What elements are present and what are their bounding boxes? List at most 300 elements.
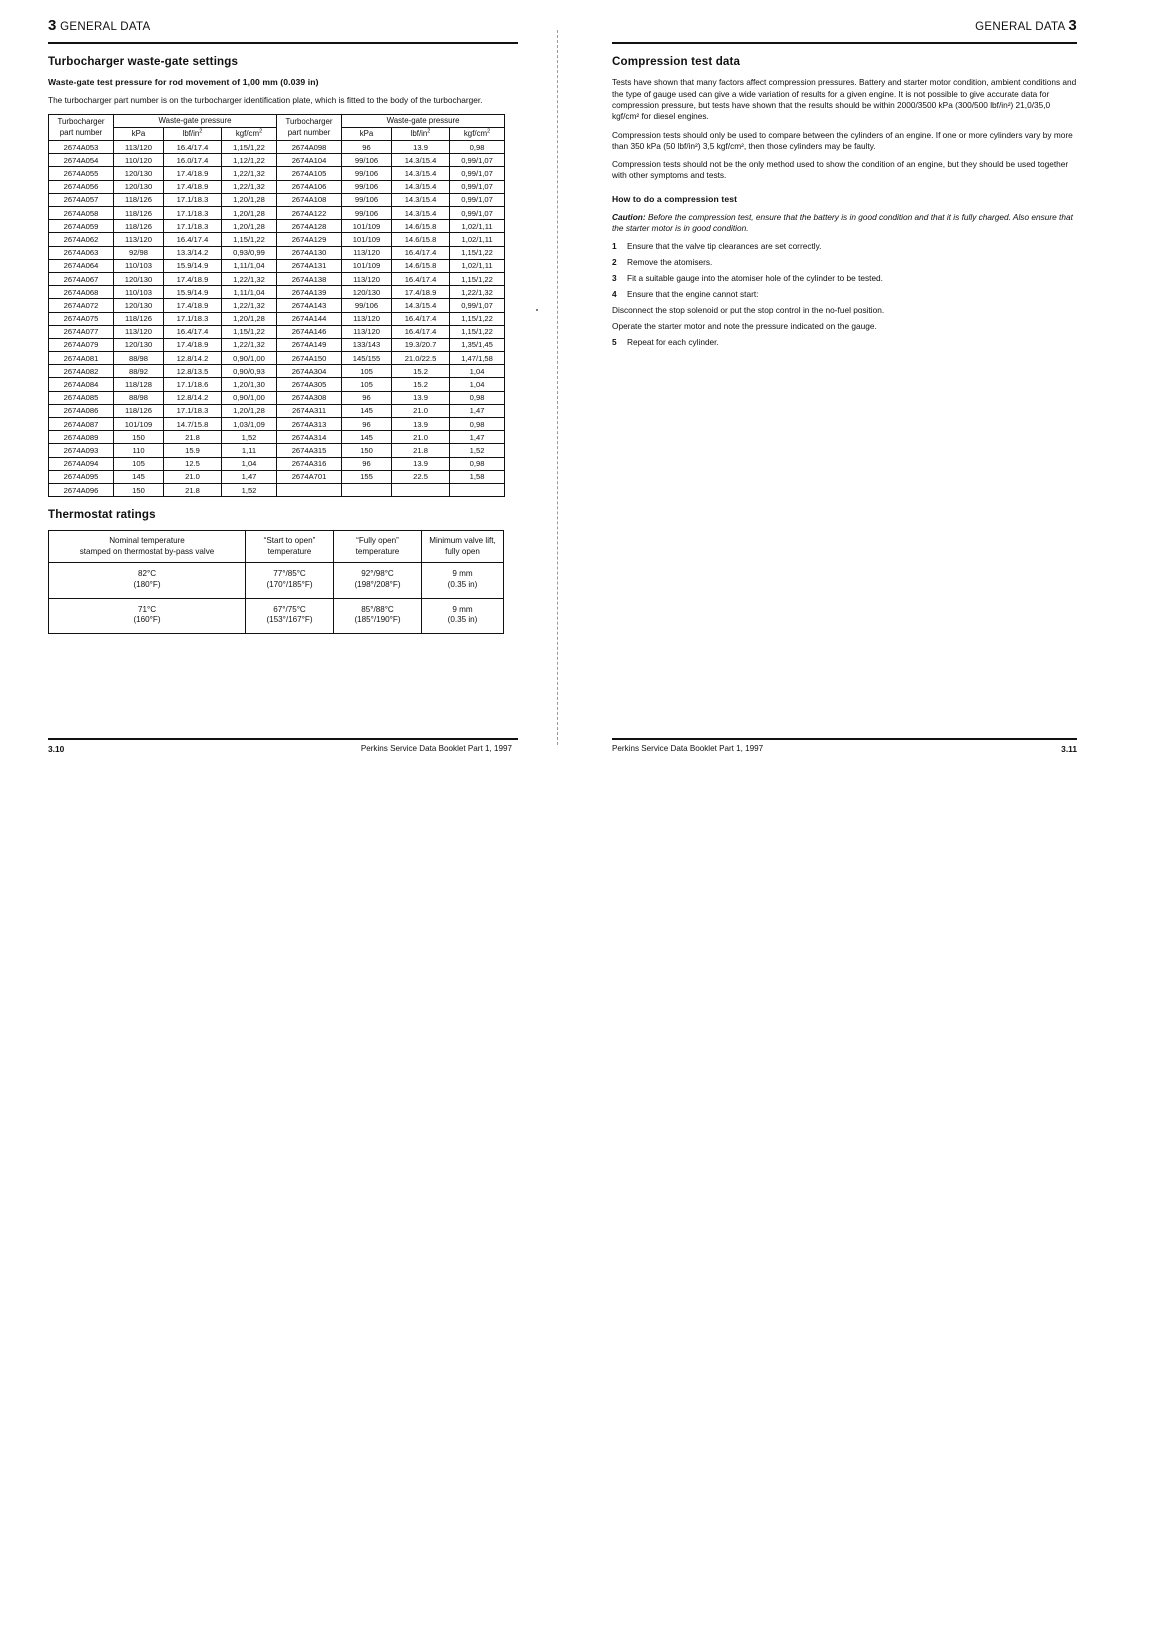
cell-part-number-right: 2674A304 [277,365,342,378]
cell-part-number-left: 2674A072 [49,299,114,312]
table-row [49,444,505,457]
cell-kpa-right: 155 [342,470,392,483]
section-title-compression-test: Compression test data [612,55,741,69]
cell-lbf-left: 17.1/18.3 [164,207,222,220]
cell-kgf-right: 1,47/1,58 [450,352,505,365]
cell-lbf-right: 19.3/20.7 [392,338,450,351]
table-row [49,167,505,180]
right-footer-rule [612,738,1077,740]
cell-part-number-left: 2674A095 [49,470,114,483]
howto-title: How to do a compression test [612,193,738,204]
cell-thermostat: 82°C (180°F) [49,563,246,598]
list-item [612,273,1077,284]
cell-kpa-left: 88/98 [114,352,164,365]
cell-part-number-right: 2674A138 [277,272,342,285]
after-step-line-2: Operate the starter motor and note the pressure indicated on the gauge. [612,320,877,331]
th-unit-kpa-left: kPa [114,127,164,140]
cell-part-number-left: 2674A058 [49,207,114,220]
cell-thermostat: 9 mm (0.35 in) [422,598,504,633]
waste-gate-settings-table [48,114,505,497]
subtitle-wastegate-test-pressure: Waste-gate test pressure for rod movement of 1,00 mm (0.039 in) [48,77,319,88]
cell-part-number-left: 2674A067 [49,272,114,285]
cell-kpa-left: 110/103 [114,259,164,272]
scan-speck [536,309,538,311]
cell-lbf-left: 16.4/17.4 [164,233,222,246]
th-unit-kgfcm2-left: kgf/$cm^2$ [222,127,277,140]
table-row [49,233,505,246]
cell-lbf-left: 17.1/18.3 [164,312,222,325]
cell-kpa-left: 110 [114,444,164,457]
table-row [49,470,505,483]
cell-kpa-right: 99/106 [342,299,392,312]
table-row [49,180,505,193]
cell-kpa-left: 110/120 [114,154,164,167]
cell-part-number-right: 2674A130 [277,246,342,259]
cell-kpa-right: 101/109 [342,220,392,233]
compression-last-step-list [612,337,1077,348]
table-row [49,259,505,272]
cell-lbf-right: 14.3/15.4 [392,193,450,206]
table-row [49,272,505,285]
cell-lbf-left: 15.9/14.9 [164,286,222,299]
cell-kpa-left: 113/120 [114,233,164,246]
cell-kgf-right: 1,47 [450,431,505,444]
cell-part-number-right: 2674A105 [277,167,342,180]
thermostat-ratings-table [48,530,504,634]
cell-part-number-right: 2674A131 [277,259,342,272]
cell-part-number-left: 2674A081 [49,352,114,365]
cell-lbf-right: 14.3/15.4 [392,154,450,167]
cell-kgf-right: 0,98 [450,418,505,431]
cell-part-number-right: 2674A308 [277,391,342,404]
cell-kgf-right: 0,99/1,07 [450,167,505,180]
step-text: Ensure that the engine cannot start: [627,288,759,299]
cell-part-number-left: 2674A077 [49,325,114,338]
table-row [49,154,505,167]
list-item [612,289,1077,300]
cell-part-number-left: 2674A056 [49,180,114,193]
cell-kgf-left: 1,15/1,22 [222,141,277,154]
cell-kpa-right: 113/120 [342,272,392,285]
cell-part-number-right: 2674A122 [277,207,342,220]
cell-kpa-left: 88/92 [114,365,164,378]
cell-lbf-right: 15.2 [392,365,450,378]
cell-kpa-right: 99/106 [342,180,392,193]
cell-kgf-right: 1,22/1,32 [450,286,505,299]
caution-label: Caution: [612,211,646,222]
cell-part-number-left: 2674A064 [49,259,114,272]
cell-kpa-right: 145/155 [342,352,392,365]
cell-lbf-left: 12.8/14.2 [164,391,222,404]
cell-part-number-right: 2674A149 [277,338,342,351]
cell-lbf-right: 17.4/18.9 [392,286,450,299]
cell-lbf-left: 21.8 [164,431,222,444]
cell-kgf-right: 0,99/1,07 [450,193,505,206]
cell-kpa-left: 150 [114,431,164,444]
cell-part-number-right: 2674A316 [277,457,342,470]
thermostat-table-body [49,563,504,633]
table-row [49,365,505,378]
cell-part-number-right: 2674A104 [277,154,342,167]
step-text: Repeat for each cylinder. [627,337,719,348]
cell-lbf-right: 14.3/15.4 [392,167,450,180]
right-runhead-title: GENERAL DATA [975,21,1065,33]
cell-lbf-right: 14.3/15.4 [392,299,450,312]
th-unit-lbfin2-right: lbf/$in^2$ [392,127,450,140]
scanned-page-spread [0,0,1162,790]
cell-lbf-left: 16.0/17.4 [164,154,222,167]
cell-kpa-right: 150 [342,444,392,457]
cell-part-number-left: 2674A053 [49,141,114,154]
cell-part-number-left: 2674A093 [49,444,114,457]
cell-part-number-right: 2674A098 [277,141,342,154]
cell-kpa-right: 145 [342,404,392,417]
cell-part-number-right: 2674A139 [277,286,342,299]
step-number: 3 [612,272,617,283]
right-page [612,0,1077,754]
cell-part-number-right: 2674A144 [277,312,342,325]
cell-thermostat: 77°/85°C (170°/185°F) [246,563,334,598]
cell-kpa-right: 113/120 [342,312,392,325]
cell-kgf-left: 0,90/1,00 [222,352,277,365]
compression-paragraph-2: Compression tests should only be used to compare between the cylinders of an engine. If one or more cylinders vary by more than 350 kPa (50 lbf/in²) 3,5 kgf/cm², then those cylinders may be faulty. [612,129,1073,151]
cell-part-number-right: 2674A108 [277,193,342,206]
right-page-number: 3.11 [1061,743,1077,754]
cell-kgf-right: 1,15/1,22 [450,272,505,285]
cell-lbf-left: 21.0 [164,470,222,483]
cell-kgf-right: 1,35/1,45 [450,338,505,351]
table-row [49,312,505,325]
cell-lbf-right: 13.9 [392,141,450,154]
list-item [612,257,1077,268]
th-thermostat-col: Minimum valve lift, fully open [422,531,504,563]
compression-paragraph-3: Compression tests should not be the only method used to show the condition of an engine, but they should be used together with other symptoms and tests. [612,159,1069,181]
cell-lbf-right: 22.5 [392,470,450,483]
table-row [49,598,504,633]
cell-lbf-left: 17.1/18.3 [164,404,222,417]
cell-kgf-left: 1,22/1,32 [222,180,277,193]
cell-kpa-right: 96 [342,141,392,154]
table-row [49,141,505,154]
table-row [49,457,505,470]
cell-kgf-left: 1,20/1,28 [222,207,277,220]
cell-kpa-right: 113/120 [342,325,392,338]
cell-part-number-right: 2674A128 [277,220,342,233]
cell-kpa-left: 118/128 [114,378,164,391]
cell-kgf-left: 1,52 [222,431,277,444]
cell-lbf-right: 21.0/22.5 [392,352,450,365]
left-header-rule [48,42,518,44]
compression-paragraph-1: Tests have shown that many factors affect compression pressures. Battery and starter motor condition, ambient conditions and the type of gauge used can give a wide variation of results for a given engine. It is not possible to give accurate data for compression pressure, but tests have shown that the results should be within 2000/3500 kPa (300/500 lbf/in²) 21,0/35,0 kgf/cm² for diesel engines. [612,77,1077,122]
cell-kpa-left: 120/130 [114,180,164,193]
cell-kpa-left: 101/109 [114,418,164,431]
cell-kpa-right: 105 [342,365,392,378]
cell-kpa-right: 120/130 [342,286,392,299]
cell-lbf-left: 12.8/14.2 [164,352,222,365]
cell-kgf-left: 1,04 [222,457,277,470]
cell-kpa-left: 120/130 [114,167,164,180]
cell-part-number-right [277,483,342,496]
cell-part-number-left: 2674A085 [49,391,114,404]
cell-lbf-right: 14.3/15.4 [392,207,450,220]
cell-kgf-right: 0,98 [450,457,505,470]
cell-thermostat: 9 mm (0.35 in) [422,563,504,598]
cell-kgf-left: 0,90/1,00 [222,391,277,404]
cell-lbf-right: 21.8 [392,444,450,457]
left-footer-booklet: Perkins Service Data Booklet Part 1, 1997 [360,743,512,753]
cell-kpa-right: 133/143 [342,338,392,351]
cell-kpa-left: 118/126 [114,220,164,233]
step-number: 1 [612,241,617,252]
cell-kgf-left: 1,22/1,32 [222,167,277,180]
cell-lbf-left: 17.4/18.9 [164,299,222,312]
cell-kpa-right: 105 [342,378,392,391]
cell-part-number-right: 2674A315 [277,444,342,457]
fold-line [557,30,558,745]
cell-kpa-left: 113/120 [114,141,164,154]
table-row [49,378,505,391]
cell-kpa-left: 120/130 [114,338,164,351]
cell-kgf-left: 1,20/1,28 [222,404,277,417]
right-runhead-text [975,17,1077,34]
table-row [49,563,504,598]
cell-lbf-left: 17.4/18.9 [164,338,222,351]
waste-gate-table-body [49,141,505,497]
cell-part-number-left: 2674A084 [49,378,114,391]
th-thermostat-col: “Start to open” temperature [246,531,334,563]
cell-lbf-right: 13.9 [392,418,450,431]
th-unit-kgfcm2-right: kgf/$cm^2$ [450,127,505,140]
cell-part-number-left: 2674A096 [49,483,114,496]
right-chapter-number: 3 [1068,17,1077,34]
cell-thermostat: 67°/75°C (153°/167°F) [246,598,334,633]
cell-kgf-right: 1,02/1,11 [450,233,505,246]
left-page-number: 3.10 [48,743,65,754]
table-row [49,338,505,351]
cell-kgf-left: 1,20/1,28 [222,312,277,325]
cell-kgf-right: 1,58 [450,470,505,483]
cell-kgf-right: 0,98 [450,391,505,404]
cell-kgf-left: 1,12/1,22 [222,154,277,167]
step-text: Fit a suitable gauge into the atomiser hole of the cylinder to be tested. [627,272,883,283]
cell-lbf-right: 16.4/17.4 [392,312,450,325]
cell-part-number-right: 2674A150 [277,352,342,365]
cell-kgf-right: 1,47 [450,404,505,417]
table-row [49,431,505,444]
cell-kgf-left: 1,11 [222,444,277,457]
cell-lbf-left: 12.8/13.5 [164,365,222,378]
caution-text: Before the compression test, ensure that the battery is in good condition and that it is fully charged. Also ensure that the starter motor is in good condition. [612,211,1073,234]
cell-kgf-left: 1,22/1,32 [222,272,277,285]
table-row [49,246,505,259]
th-thermostat-col: “Fully open” temperature [334,531,422,563]
cell-kpa-left: 118/126 [114,193,164,206]
cell-kgf-left: 1,20/1,28 [222,220,277,233]
cell-lbf-left: 17.4/18.9 [164,180,222,193]
cell-lbf-right: 16.4/17.4 [392,325,450,338]
cell-part-number-left: 2674A094 [49,457,114,470]
left-runhead-title: GENERAL DATA [60,21,151,33]
cell-lbf-right: 14.6/15.8 [392,259,450,272]
cell-part-number-left: 2674A086 [49,404,114,417]
step-text: Remove the atomisers. [627,257,713,268]
left-chapter-number: 3 [48,17,57,34]
cell-part-number-right: 2674A311 [277,404,342,417]
cell-kpa-right [342,483,392,496]
cell-lbf-left: 17.4/18.9 [164,272,222,285]
cell-kgf-right: 1,52 [450,444,505,457]
cell-kpa-left: 118/126 [114,312,164,325]
cell-kpa-right: 99/106 [342,154,392,167]
table-row [49,483,505,496]
cell-part-number-right: 2674A305 [277,378,342,391]
cell-kgf-left: 0,93/0,99 [222,246,277,259]
cell-kpa-left: 120/130 [114,299,164,312]
section-title-turbocharger: Turbocharger waste-gate settings [48,55,239,69]
intro-paragraph: The turbocharger part number is on the turbocharger identification plate, which is fitted to the body of the turbocharger. [48,95,483,106]
cell-kpa-left: 118/126 [114,404,164,417]
cell-thermostat: 92°/98°C (198°/208°F) [334,563,422,598]
cell-kgf-right: 1,04 [450,378,505,391]
th-wastegate-pressure-left: Waste-gate pressure [114,114,277,127]
cell-lbf-right: 14.6/15.8 [392,220,450,233]
cell-kpa-left: 88/98 [114,391,164,404]
cell-lbf-right [392,483,450,496]
table-row [49,286,505,299]
cell-kgf-left: 1,52 [222,483,277,496]
step-number: 2 [612,257,617,268]
cell-part-number-left: 2674A082 [49,365,114,378]
table-row [49,299,505,312]
cell-lbf-right: 14.3/15.4 [392,180,450,193]
cell-lbf-right: 15.2 [392,378,450,391]
cell-kpa-left: 150 [114,483,164,496]
cell-lbf-right: 14.6/15.8 [392,233,450,246]
cell-part-number-left: 2674A068 [49,286,114,299]
cell-kgf-left: 1,47 [222,470,277,483]
cell-thermostat: 71°C (160°F) [49,598,246,633]
cell-kpa-left: 145 [114,470,164,483]
cell-kgf-left: 1,20/1,30 [222,378,277,391]
cell-part-number-left: 2674A075 [49,312,114,325]
table-row [49,220,505,233]
list-item [612,337,1077,348]
cell-part-number-left: 2674A089 [49,431,114,444]
th-part-number-right: Turbocharger part number [277,114,342,140]
table-row [49,391,505,404]
cell-lbf-right: 21.0 [392,431,450,444]
cell-part-number-left: 2674A063 [49,246,114,259]
cell-kgf-right: 1,15/1,22 [450,312,505,325]
cell-kgf-left: 1,15/1,22 [222,325,277,338]
step-number: 4 [612,288,617,299]
cell-kpa-left: 118/126 [114,207,164,220]
cell-kpa-right: 99/106 [342,167,392,180]
right-footer-booklet: Perkins Service Data Booklet Part 1, 1997 [612,743,764,753]
cell-kgf-right: 1,15/1,22 [450,325,505,338]
cell-lbf-left: 21.8 [164,483,222,496]
cell-lbf-left: 15.9 [164,444,222,457]
cell-part-number-left: 2674A062 [49,233,114,246]
table-row [49,325,505,338]
cell-kgf-left: 0,90/0,93 [222,365,277,378]
left-runhead-text [48,17,150,34]
cell-kgf-left: 1,11/1,04 [222,286,277,299]
left-page [48,0,518,754]
left-footer-rule [48,738,518,740]
cell-part-number-right: 2674A106 [277,180,342,193]
cell-part-number-right: 2674A129 [277,233,342,246]
right-header-rule [612,42,1077,44]
cell-part-number-left: 2674A055 [49,167,114,180]
cell-lbf-right: 21.0 [392,404,450,417]
cell-lbf-right: 16.4/17.4 [392,246,450,259]
cell-lbf-left: 16.4/17.4 [164,325,222,338]
th-part-number-left: Turbocharger part number [49,114,114,140]
cell-lbf-left: 14.7/15.8 [164,418,222,431]
cell-kpa-left: 110/103 [114,286,164,299]
section-title-thermostat: Thermostat ratings [48,508,156,522]
cell-kpa-left: 113/120 [114,325,164,338]
cell-kpa-left: 105 [114,457,164,470]
cell-lbf-left: 13.3/14.2 [164,246,222,259]
cell-lbf-left: 17.4/18.9 [164,167,222,180]
cell-part-number-right: 2674A313 [277,418,342,431]
cell-kpa-right: 101/109 [342,233,392,246]
cell-part-number-left: 2674A054 [49,154,114,167]
cell-lbf-left: 17.1/18.6 [164,378,222,391]
cell-kgf-right: 0,99/1,07 [450,299,505,312]
cell-part-number-right: 2674A701 [277,470,342,483]
cell-kgf-right: 1,02/1,11 [450,259,505,272]
cell-kpa-right: 96 [342,457,392,470]
cell-kgf-right: 0,99/1,07 [450,180,505,193]
th-wastegate-pressure-right: Waste-gate pressure [342,114,505,127]
cell-kgf-left: 1,15/1,22 [222,233,277,246]
compression-steps-list [612,241,1077,300]
table-row [49,352,505,365]
cell-part-number-left: 2674A087 [49,418,114,431]
after-step-line-1: Disconnect the stop solenoid or put the stop control in the no-fuel position. [612,304,885,315]
cell-thermostat: 85°/88°C (185°/190°F) [334,598,422,633]
right-running-head [612,0,1077,40]
cell-part-number-left: 2674A079 [49,338,114,351]
th-thermostat-col: Nominal temperature stamped on thermostat by-pass valve [49,531,246,563]
step-text: Ensure that the valve tip clearances are set correctly. [627,241,822,252]
cell-kpa-right: 99/106 [342,193,392,206]
table-row [49,193,505,206]
caution-note [612,212,1077,235]
step-number: 5 [612,337,617,348]
cell-kgf-right: 1,04 [450,365,505,378]
cell-lbf-left: 17.1/18.3 [164,220,222,233]
cell-kpa-right: 96 [342,391,392,404]
cell-kpa-left: 120/130 [114,272,164,285]
table-row [49,418,505,431]
cell-lbf-left: 12.5 [164,457,222,470]
th-unit-lbfin2-left: lbf/$in^2$ [164,127,222,140]
cell-kgf-left: 1,22/1,32 [222,299,277,312]
cell-kgf-right: 1,02/1,11 [450,220,505,233]
thermostat-header-row [49,531,504,563]
cell-part-number-left: 2674A057 [49,193,114,206]
cell-kpa-right: 113/120 [342,246,392,259]
cell-kgf-right [450,483,505,496]
cell-part-number-left: 2674A059 [49,220,114,233]
list-item [612,241,1077,252]
cell-lbf-right: 13.9 [392,391,450,404]
cell-lbf-left: 17.1/18.3 [164,193,222,206]
